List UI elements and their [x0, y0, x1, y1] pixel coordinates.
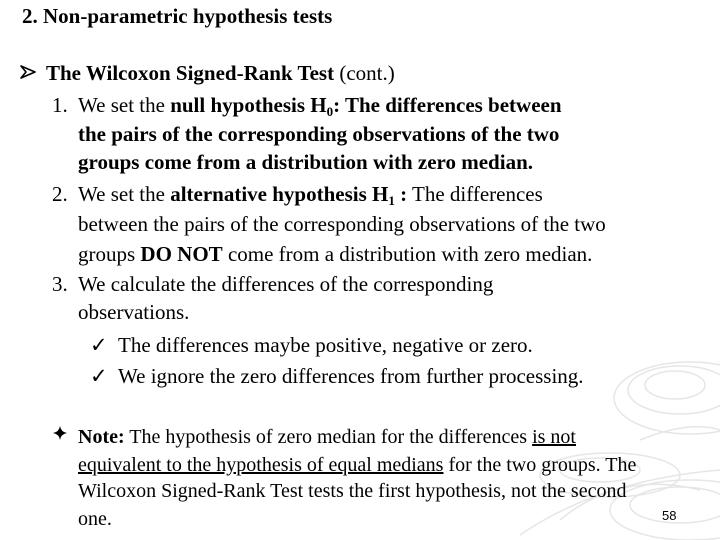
- item-number: 1.: [52, 93, 68, 117]
- heading-text: The Wilcoxon Signed-Rank Test: [46, 61, 335, 85]
- heading-suffix: (cont.): [334, 61, 395, 85]
- item-text: We calculate the differences of the corresponding: [78, 272, 494, 296]
- note-text: for the two groups. The: [443, 454, 637, 476]
- list-item-1-line-3: [78, 149, 533, 176]
- item-text: come from a distribution with zero median.: [222, 242, 593, 266]
- arrow-bullet-icon: [20, 64, 36, 80]
- check-item-1: [90, 332, 533, 359]
- list-item-2: [52, 181, 543, 214]
- item-text: groups: [78, 242, 141, 266]
- item-bold-text: the pairs of the corresponding observations of the two: [78, 122, 560, 146]
- item-bold-text: DO NOT: [140, 242, 223, 266]
- alternative-hypothesis-label: alternative hypothesis H: [170, 182, 389, 206]
- checkmark-icon: ✓: [90, 364, 108, 388]
- null-hypothesis-label: null hypothesis H: [170, 93, 327, 117]
- list-item-1-line-2: [78, 121, 559, 148]
- check-text: The differences maybe positive, negative or zero.: [118, 333, 533, 357]
- item-text: The differences: [407, 182, 543, 206]
- list-item-3-line-2: observations.: [78, 300, 190, 324]
- item-text: We set the: [78, 93, 171, 117]
- note-line-3: Wilcoxon Signed-Rank Test tests the first hypothesis, not the second: [78, 480, 627, 502]
- list-item-2-line-3: [78, 241, 592, 268]
- check-item-2: [90, 363, 584, 390]
- note-text: The hypothesis of zero median for the differences: [124, 426, 533, 448]
- note-underlined-text: equivalent to the hypothesis of equal medians: [78, 454, 444, 476]
- note-line-2: [78, 452, 636, 479]
- checkmark-icon: ✓: [90, 333, 108, 357]
- subscript: 0: [326, 104, 334, 119]
- list-item-3: [52, 271, 493, 298]
- section-heading: [46, 60, 395, 87]
- item-number: 3.: [52, 272, 68, 296]
- note-underlined-text: is not: [532, 426, 576, 448]
- item-number: 2.: [52, 182, 68, 206]
- diamond-bullet-icon: [52, 425, 68, 441]
- note-label: Note:: [78, 426, 125, 448]
- list-item-2-line-2: between the pairs of the corresponding observations of the two: [78, 212, 606, 236]
- note-line-1: [78, 424, 576, 451]
- item-bold-text: : The differences between: [333, 93, 562, 117]
- item-bold-text: :: [394, 182, 408, 206]
- slide-title: 2. Non-parametric hypothesis tests: [22, 4, 333, 28]
- note-line-4: one.: [78, 508, 112, 530]
- item-text: We set the: [78, 182, 171, 206]
- check-text: We ignore the zero differences from further processing.: [118, 364, 584, 388]
- item-bold-text: groups come from a distribution with zero median.: [78, 150, 533, 174]
- page-number: 58: [662, 508, 677, 523]
- subscript: 1: [388, 193, 395, 208]
